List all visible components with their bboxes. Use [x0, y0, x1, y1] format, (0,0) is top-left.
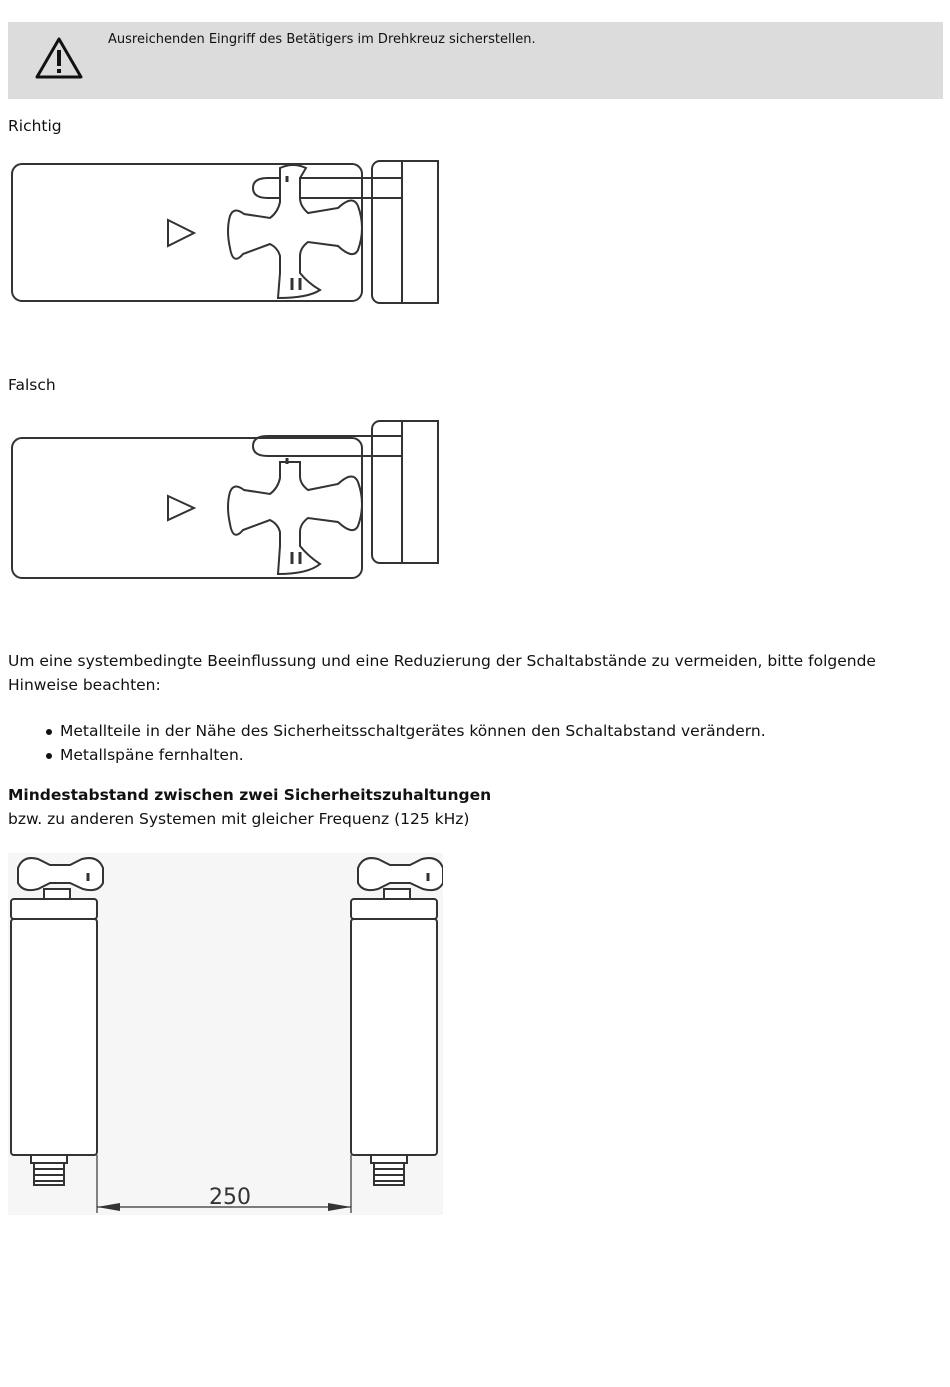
warning-box	[8, 22, 943, 99]
intro-paragraph: Um eine systembedingte Beeinflussung und eine Reduzierung der Schaltabstände zu vermeiden, bitte folgende Hinweise beachten:	[8, 652, 876, 694]
figure-correct-engagement	[8, 158, 443, 308]
label-wrong: Falsch	[8, 376, 56, 394]
figure-wrong-engagement	[8, 418, 443, 583]
warning-text: Ausreichenden Eingriff des Betätigers im Drehkreuz sicherstellen.	[108, 32, 536, 47]
section-subheading: bzw. zu anderen Systemen mit gleicher Frequenz (125 kHz)	[8, 810, 470, 828]
list-item: Metallteile in der Nähe des Sicherheitsschaltgerätes können den Schaltabstand verändern.	[60, 719, 766, 743]
warning-triangle-icon	[34, 36, 84, 80]
hints-list	[60, 719, 766, 767]
label-correct: Richtig	[8, 117, 62, 135]
dimension-label: 250	[209, 1185, 251, 1210]
figure-minimum-distance	[8, 853, 443, 1215]
section-heading: Mindestabstand zwischen zwei Sicherheitszuhaltungen	[8, 786, 492, 804]
list-item: Metallspäne fernhalten.	[60, 743, 766, 767]
